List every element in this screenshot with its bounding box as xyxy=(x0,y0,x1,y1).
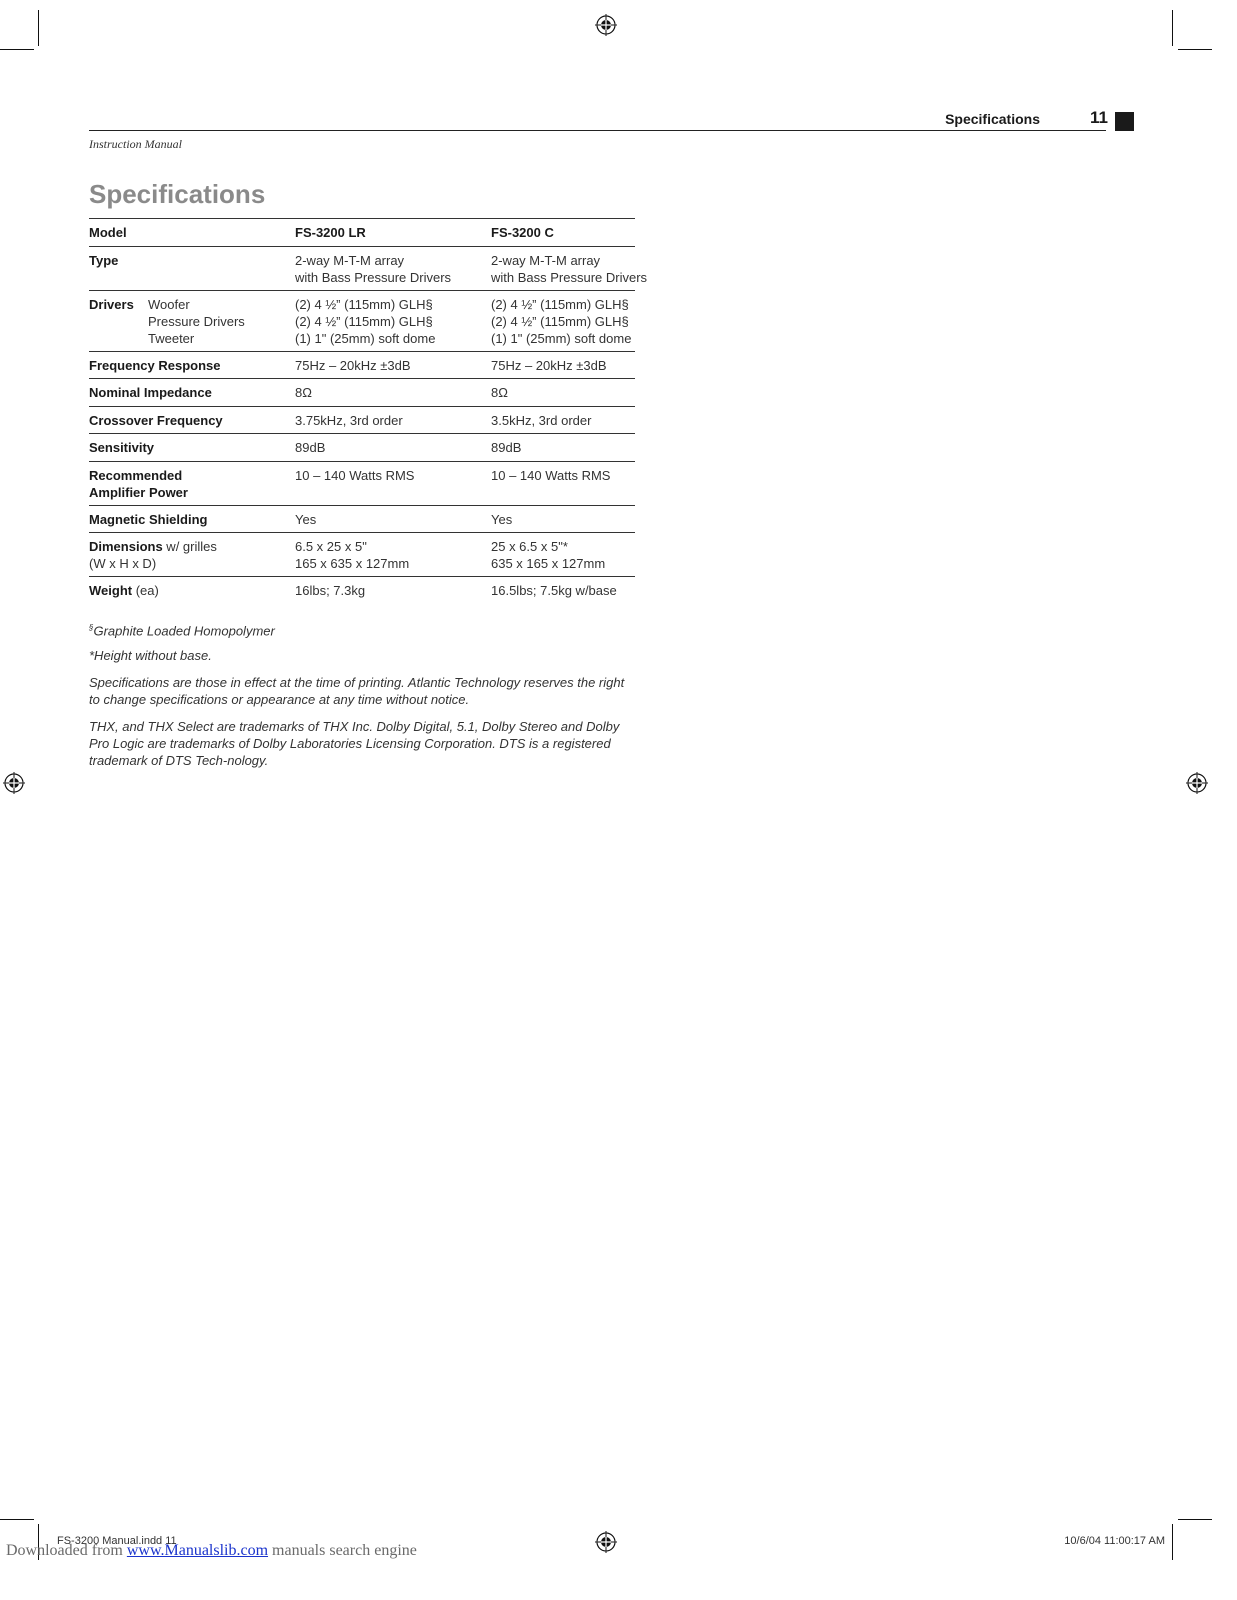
table-cell: 10 – 140 Watts RMS xyxy=(491,468,611,483)
cell-line: 25 x 6.5 x 5"* xyxy=(491,539,568,554)
crop-mark xyxy=(1172,1524,1173,1560)
row-label-main: Weight xyxy=(89,583,133,598)
cell-line: (2) 4 ½” (115mm) GLH§ xyxy=(295,314,433,329)
table-row-amplifier xyxy=(89,461,635,505)
disclaimer-text: Specifications are those in effect at the time of printing. Atlantic Technology reserves the right to change specifications or appearance at any time without notice. xyxy=(89,675,625,707)
table-cell xyxy=(295,296,435,347)
row-label xyxy=(89,467,188,501)
table-cell xyxy=(491,538,605,572)
crop-mark xyxy=(38,10,39,46)
manual-label: Instruction Manual xyxy=(89,137,182,151)
table-cell: 10 – 140 Watts RMS xyxy=(295,468,415,483)
registration-mark-icon xyxy=(1186,772,1208,794)
table-cell xyxy=(295,538,409,572)
crop-mark xyxy=(1178,49,1212,50)
table-row-weight xyxy=(89,576,635,604)
table-row-shielding xyxy=(89,505,635,532)
cell-line: (2) 4 ½” (115mm) GLH§ xyxy=(491,297,629,312)
table-cell xyxy=(491,296,631,347)
cell-line: 165 x 635 x 127mm xyxy=(295,556,410,571)
header-block xyxy=(1115,112,1134,131)
footnote-mark: § xyxy=(89,623,94,632)
row-label: Sensitivity xyxy=(89,440,155,455)
row-label-suffix: w/ grilles xyxy=(162,539,217,554)
table-cell: 75Hz – 20kHz ±3dB xyxy=(491,358,607,373)
row-label-line: Amplifier Power xyxy=(89,485,188,500)
row-label xyxy=(89,538,217,572)
row-label: Crossover Frequency xyxy=(89,413,223,428)
cell-line: 6.5 x 25 x 5" xyxy=(295,539,367,554)
table-row-crossover xyxy=(89,406,635,433)
row-label: Nominal Impedance xyxy=(89,385,212,400)
table-cell: 89dB xyxy=(295,440,326,455)
table-cell: 75Hz – 20kHz ±3dB xyxy=(295,358,411,373)
row-label-suffix: (ea) xyxy=(132,583,159,598)
row-label: Drivers xyxy=(89,297,134,312)
row-label xyxy=(89,582,159,599)
table-row-sensitivity xyxy=(89,433,635,461)
table-row-drivers xyxy=(89,290,635,351)
table-row-type xyxy=(89,246,648,290)
cell-line: (1) 1" (25mm) soft dome xyxy=(295,331,436,346)
table-row-frequency xyxy=(89,351,635,378)
registration-mark-icon xyxy=(3,772,25,794)
cell-line: (2) 4 ½” (115mm) GLH§ xyxy=(295,297,433,312)
footnote-text: Graphite Loaded Homopolymer xyxy=(93,623,275,639)
row-label: Frequency Response xyxy=(89,358,221,373)
table-cell: 89dB xyxy=(491,440,522,455)
trademark-text: THX, and THX Select are trademarks of THX Inc. Dolby Digital, 5.1, Dolby Stereo and Dolby Pro Logic are trademarks of Dolby Laboratories Licensing Corporation. DTS is a registered trademark of DTS Tech-nology. xyxy=(89,719,620,768)
table-cell: 3.5kHz, 3rd order xyxy=(491,413,592,428)
column-header-c: FS-3200 C xyxy=(491,225,554,240)
driver-sub-label: Pressure Drivers xyxy=(148,314,245,329)
footnote-height: *Height without base. xyxy=(89,648,212,663)
cell-line: (1) 1" (25mm) soft dome xyxy=(491,331,632,346)
crop-mark xyxy=(0,1519,34,1520)
crop-mark xyxy=(1172,10,1173,46)
driver-sub-label: Woofer xyxy=(148,297,190,312)
row-label: Type xyxy=(89,253,119,268)
table-cell: 8Ω xyxy=(295,385,312,400)
cell-line: 2-way M-T-M array xyxy=(295,253,405,268)
slug-timestamp: 10/6/04 11:00:17 AM xyxy=(1064,1535,1165,1547)
row-label: Magnetic Shielding xyxy=(89,512,208,527)
download-suffix: manuals search engine xyxy=(268,1542,417,1559)
table-cell: 3.75kHz, 3rd order xyxy=(295,413,403,428)
cell-line: 2-way M-T-M array xyxy=(491,253,601,268)
table-cell: Yes xyxy=(295,512,317,527)
table-cell: 16.5lbs; 7.5kg w/base xyxy=(491,583,617,598)
header-rule xyxy=(89,130,1106,131)
crop-mark xyxy=(0,49,34,50)
table-cell xyxy=(491,252,647,286)
registration-mark-icon xyxy=(595,1531,617,1553)
column-header-lr: FS-3200 LR xyxy=(295,225,366,240)
crop-mark xyxy=(1178,1519,1212,1520)
row-label-line: (W x H x D) xyxy=(89,556,157,571)
cell-line: (2) 4 ½” (115mm) GLH§ xyxy=(491,314,629,329)
slug-file: FS-3200 Manual.indd 11 xyxy=(57,1535,177,1547)
table-cell: 16lbs; 7.3kg xyxy=(295,583,366,598)
table-cell xyxy=(295,252,451,286)
table-row-dimensions xyxy=(89,532,635,576)
cell-line: 635 x 165 x 127mm xyxy=(491,556,606,571)
table-cell xyxy=(148,296,245,347)
footnote-graphite xyxy=(89,619,637,639)
cell-line: with Bass Pressure Drivers xyxy=(491,270,648,285)
registration-mark-icon xyxy=(595,14,617,36)
spec-table xyxy=(89,218,648,604)
download-prefix: Downloaded from xyxy=(6,1542,127,1559)
manualslib-link[interactable]: www.Manualslib.com xyxy=(126,1542,269,1559)
row-label-main: Dimensions xyxy=(89,539,163,554)
table-row-model xyxy=(89,218,635,246)
page-number: 11 xyxy=(1090,108,1108,127)
row-label-line: Recommended xyxy=(89,468,183,483)
table-cell: Yes xyxy=(491,512,513,527)
table-cell: 8Ω xyxy=(491,385,508,400)
download-banner xyxy=(6,1542,417,1560)
row-label: Model xyxy=(89,225,127,240)
page-title: Specifications xyxy=(89,179,266,209)
table-row-impedance xyxy=(89,378,635,406)
driver-sub-label: Tweeter xyxy=(148,331,195,346)
cell-line: with Bass Pressure Drivers xyxy=(295,270,452,285)
running-title: Specifications xyxy=(945,111,1040,127)
